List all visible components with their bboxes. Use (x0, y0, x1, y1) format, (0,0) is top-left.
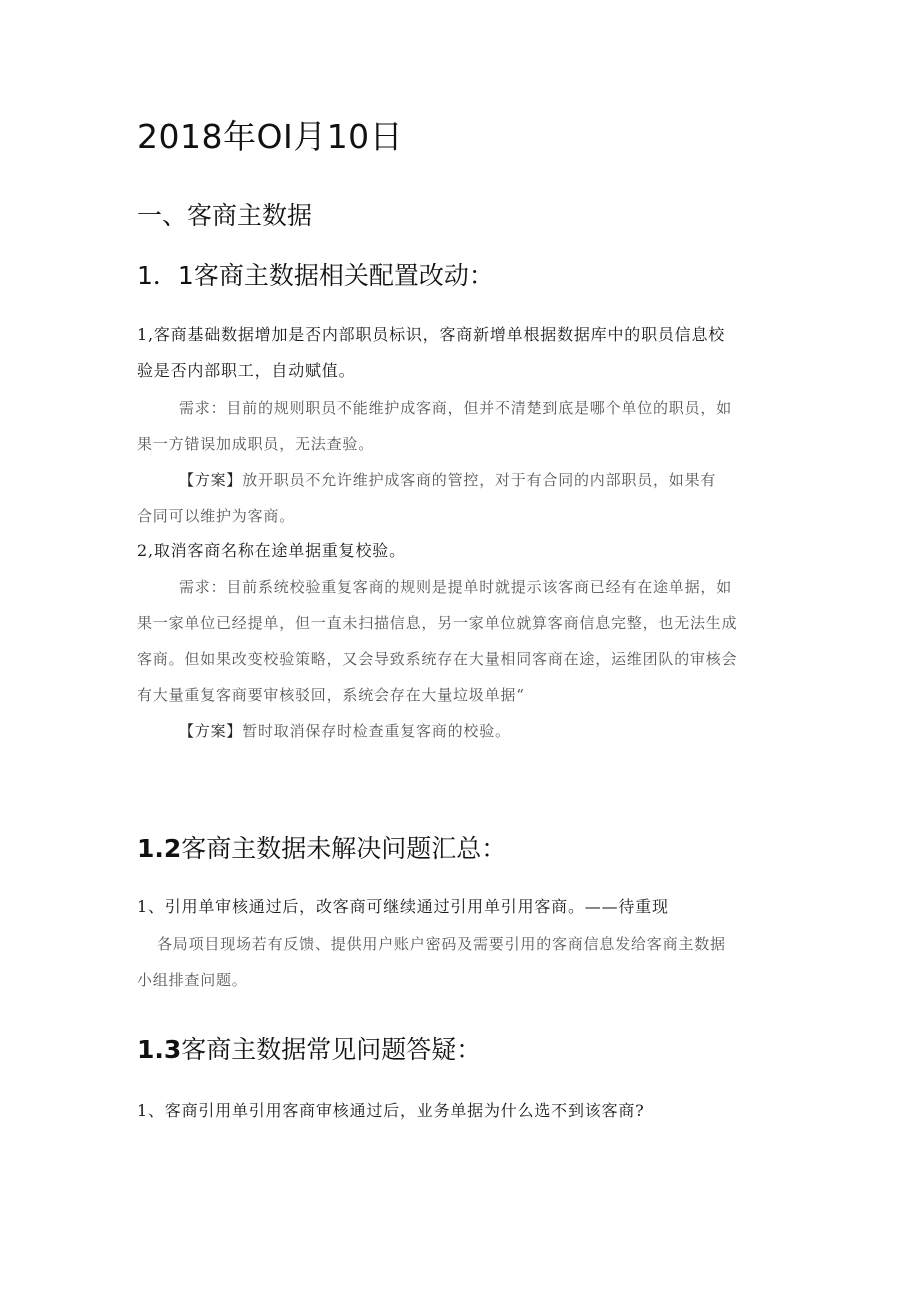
subsection-title: 客商主数据未解决问题汇总： (181, 834, 507, 863)
text-line: 合同可以维护为客商。 (137, 507, 296, 525)
text-line: 客商。但如果改变校验策略，又会导致系统存在大量相同客商在途，运维团队的审核会 (137, 650, 738, 668)
subsection-heading-1-3 (137, 1030, 481, 1066)
text-line: 有大量重复客商要审核驳回，系统会存在大量垃圾单据“ (137, 686, 525, 704)
text-line (137, 713, 787, 749)
item-1-requirement (137, 390, 787, 462)
text-line: 各局项目现场若有反馈、提供用户账户密码及需要引用的客商信息发给客商主数据 (157, 935, 726, 953)
text-line: 需求：目前的规则职员不能维护成客商，但并不清楚到底是哪个单位的职员，如 (179, 399, 733, 417)
text-line: 验是否内部职工，自动赋值。 (137, 361, 356, 380)
text-line: 需求：目前系统校验重复客商的规则是提单时就提示该客商已经有在途单据，如 (179, 578, 733, 596)
subsection-title: 客商主数据相关配置改动： (193, 261, 494, 290)
unresolved-item-1 (137, 889, 817, 925)
solution-tag: 【方案】 (179, 722, 243, 740)
faq-item-1 (137, 1093, 817, 1129)
item-2-paragraph (137, 533, 787, 569)
text-line: 果一家单位已经提单，但一直未扫描信息，另一家单位就算客商信息完整，也无法生成 (137, 614, 738, 632)
subsection-title: 客商主数据常见问题答疑： (181, 1035, 482, 1064)
unresolved-item-1-note (137, 926, 817, 998)
subsection-number: 1．1 (137, 261, 194, 290)
text-line: 1,客商基础数据增加是否内部职员标识，客商新增单根据数据库中的职员信息校 (137, 325, 726, 344)
item-1-paragraph (137, 317, 787, 389)
item-2-requirement (137, 569, 787, 713)
text-line: 小组排查问题。 (137, 971, 248, 989)
text-line: 1、引用单审核通过后，改客商可继续通过引用单引用客商。——待重现 (137, 897, 669, 916)
subsection-heading-1-2 (137, 829, 506, 865)
subsection-heading-1-1 (137, 256, 494, 292)
solution-text: 暂时取消保存时检查重复客商的校验。 (242, 722, 511, 740)
subsection-number: 1.2 (137, 834, 182, 863)
subsection-number: 1.3 (137, 1035, 182, 1064)
text-line: 果一方错误加成职员，无法查验。 (137, 435, 375, 453)
text-line: 2,取消客商名称在途单据重复校验。 (137, 541, 406, 560)
item-1-solution (137, 462, 787, 534)
section-heading-customer-master-data: 一、客商主数据 (137, 201, 313, 230)
solution-tag: 【方案】 (179, 471, 243, 489)
solution-text: 放开职员不允许维护成客商的管控，对于有合同的内部职员，如果有 (242, 471, 717, 489)
item-2-solution (137, 713, 787, 749)
text-line: 1、客商引用单引用客商审核通过后，业务单据为什么选不到该客商? (137, 1101, 645, 1120)
date-heading: 2018年OI月10日 (137, 117, 404, 156)
text-line (137, 462, 787, 498)
